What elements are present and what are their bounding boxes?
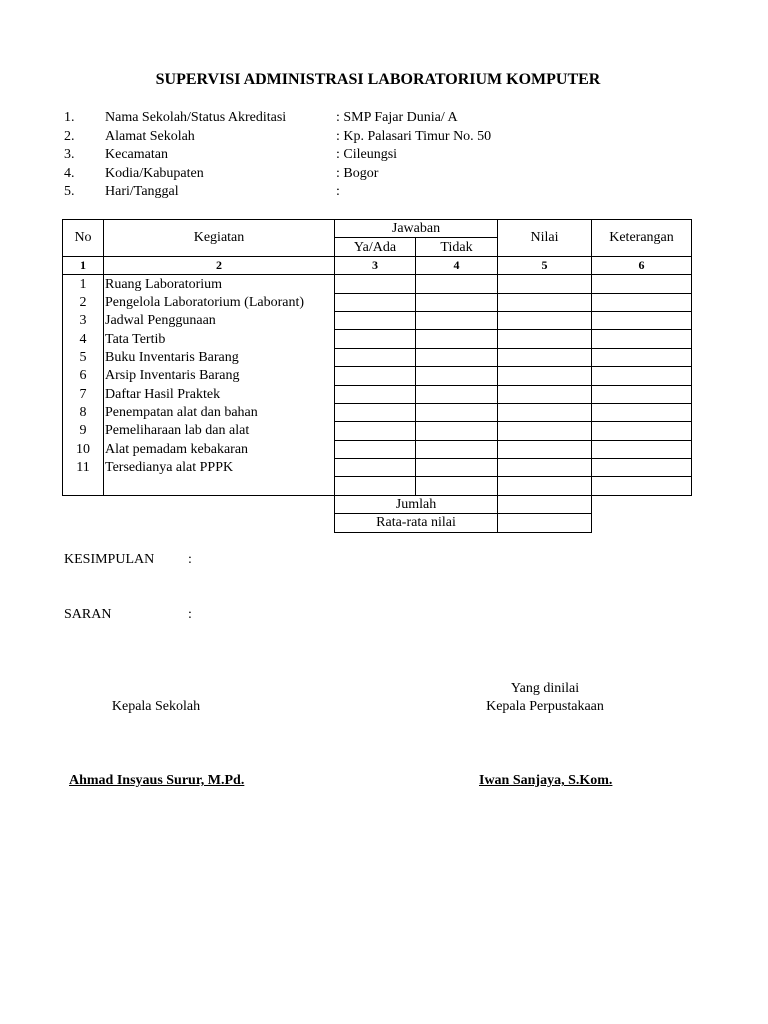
row-number: 1 (63, 275, 104, 293)
row-number: 3 (63, 311, 104, 329)
table-row (63, 422, 692, 440)
rata-rata-value-cell[interactable] (498, 514, 592, 532)
column-index-row (63, 256, 692, 274)
rata-rata-label: Rata-rata nilai (335, 514, 498, 532)
activity-label: Arsip Inventaris Barang (104, 367, 335, 385)
keterangan-cell[interactable] (592, 477, 692, 495)
header-keterangan: Keterangan (592, 220, 692, 257)
row-number: 10 (63, 440, 104, 458)
row-number: 2 (63, 293, 104, 311)
row-number: 5 (63, 348, 104, 366)
info-number: 2. (64, 128, 75, 144)
info-value: : (336, 184, 340, 199)
keterangan-cell[interactable] (592, 440, 692, 458)
nilai-cell[interactable] (498, 330, 592, 348)
tidak-cell[interactable] (416, 403, 498, 421)
blank-cell (592, 495, 692, 513)
header-ya-ada: Ya/Ada (335, 238, 416, 256)
keterangan-cell[interactable] (592, 348, 692, 366)
table-row (63, 367, 692, 385)
info-value: : SMP Fajar Dunia/ A (336, 110, 458, 125)
row-number: 4 (63, 330, 104, 348)
tidak-cell[interactable] (416, 477, 498, 495)
ya-cell[interactable] (335, 311, 416, 329)
keterangan-cell[interactable] (592, 275, 692, 293)
table-row (63, 403, 692, 421)
nilai-cell[interactable] (498, 403, 592, 421)
row-number: 9 (63, 422, 104, 440)
tidak-cell[interactable] (416, 385, 498, 403)
ya-cell[interactable] (335, 330, 416, 348)
nilai-cell[interactable] (498, 422, 592, 440)
info-number: 3. (64, 147, 75, 162)
supervision-table (62, 219, 692, 533)
keterangan-cell[interactable] (592, 459, 692, 477)
nilai-cell[interactable] (498, 348, 592, 366)
blank-cell (63, 514, 104, 532)
activity-label: Penempatan alat dan bahan (104, 403, 335, 421)
nilai-cell[interactable] (498, 385, 592, 403)
nilai-cell[interactable] (498, 311, 592, 329)
info-row-district (64, 146, 664, 165)
blank-cell (592, 514, 692, 532)
blank-cell (63, 495, 104, 513)
activity-label: Ruang Laboratorium (104, 275, 335, 293)
info-value: : Bogor (336, 165, 379, 181)
school-info-list (64, 109, 664, 202)
jumlah-label: Jumlah (335, 495, 498, 513)
activity-label: Buku Inventaris Barang (104, 348, 335, 366)
tidak-cell[interactable] (416, 348, 498, 366)
tidak-cell[interactable] (416, 422, 498, 440)
row-number (63, 477, 104, 495)
tidak-cell[interactable] (416, 293, 498, 311)
table-row (63, 459, 692, 477)
activity-label: Alat pemadam kebakaran (104, 440, 335, 458)
right-signature-title: Kepala Perpustakaan (486, 699, 604, 714)
table-row (63, 385, 692, 403)
blank-cell (104, 514, 335, 532)
row-number: 7 (63, 385, 104, 403)
tidak-cell[interactable] (416, 275, 498, 293)
ya-cell[interactable] (335, 459, 416, 477)
nilai-cell[interactable] (498, 440, 592, 458)
activity-label: Tersedianya alat PPPK (104, 459, 335, 477)
info-row-date (64, 183, 664, 202)
info-value: : Kp. Palasari Timur No. 50 (336, 128, 492, 144)
page-title: SUPERVISI ADMINISTRASI LABORATORIUM KOMPUTER (155, 71, 601, 88)
table-row (63, 275, 692, 293)
table-row (63, 348, 692, 366)
ya-cell[interactable] (335, 403, 416, 421)
header-nilai: Nilai (498, 220, 592, 257)
row-number: 6 (63, 367, 104, 385)
activity-label: Jadwal Penggunaan (104, 311, 335, 329)
jumlah-value-cell[interactable] (498, 495, 592, 513)
ya-cell[interactable] (335, 293, 416, 311)
info-row-address (64, 128, 664, 147)
blank-cell (104, 495, 335, 513)
keterangan-cell[interactable] (592, 293, 692, 311)
info-number: 4. (64, 165, 75, 181)
info-row-regency (64, 165, 664, 184)
kesimpulan-colon: : (188, 552, 192, 567)
kesimpulan-section (64, 552, 192, 568)
keterangan-cell[interactable] (592, 367, 692, 385)
table-row (63, 477, 692, 495)
ya-cell[interactable] (335, 477, 416, 495)
info-label: Hari/Tanggal (105, 184, 179, 199)
row-number: 11 (63, 459, 104, 477)
keterangan-cell[interactable] (592, 403, 692, 421)
activity-label: Tata Tertib (104, 330, 335, 348)
info-value: : Cileungsi (336, 147, 398, 162)
header-kegiatan: Kegiatan (104, 220, 335, 257)
table-row (63, 330, 692, 348)
row-number: 8 (63, 403, 104, 421)
keterangan-cell[interactable] (592, 385, 692, 403)
right-signature-pre: Yang dinilai (510, 681, 580, 696)
saran-label: SARAN (64, 607, 112, 622)
column-index: 3 (335, 256, 416, 274)
ya-cell[interactable] (335, 275, 416, 293)
saran-section (64, 607, 192, 623)
right-signature-name: Iwan Sanjaya, S.Kom. (479, 773, 613, 788)
info-number: 5. (64, 184, 75, 199)
column-index: 1 (63, 256, 104, 274)
jumlah-row (63, 495, 692, 513)
nilai-cell[interactable] (498, 293, 592, 311)
kesimpulan-label: KESIMPULAN (64, 552, 155, 567)
table-row (63, 293, 692, 311)
info-label: Kodia/Kabupaten (105, 165, 204, 181)
ya-cell[interactable] (335, 422, 416, 440)
ya-cell[interactable] (335, 348, 416, 366)
activity-label: Pemeliharaan lab dan alat (104, 422, 335, 440)
tidak-cell[interactable] (416, 367, 498, 385)
info-label: Nama Sekolah/Status Akreditasi (105, 110, 287, 125)
activity-label: Daftar Hasil Praktek (104, 385, 335, 403)
nilai-cell[interactable] (498, 275, 592, 293)
column-index: 6 (592, 256, 692, 274)
header-tidak: Tidak (416, 238, 498, 256)
ya-cell[interactable] (335, 385, 416, 403)
nilai-cell[interactable] (498, 459, 592, 477)
info-row-school-name (64, 109, 664, 128)
nilai-cell[interactable] (498, 367, 592, 385)
saran-colon: : (188, 607, 192, 622)
tidak-cell[interactable] (416, 459, 498, 477)
info-number: 1. (64, 110, 75, 125)
table-row (63, 440, 692, 458)
tidak-cell[interactable] (416, 311, 498, 329)
keterangan-cell[interactable] (592, 422, 692, 440)
activity-label: Pengelola Laboratorium (Laborant) (104, 293, 335, 311)
column-index: 2 (104, 256, 335, 274)
ya-cell[interactable] (335, 367, 416, 385)
header-jawaban: Jawaban (335, 220, 498, 238)
tidak-cell[interactable] (416, 330, 498, 348)
left-signature-name: Ahmad Insyaus Surur, M.Pd. (69, 773, 245, 788)
rata-rata-row (63, 514, 692, 532)
activity-label (104, 477, 335, 495)
left-signature-title: Kepala Sekolah (111, 699, 201, 714)
info-label: Alamat Sekolah (105, 128, 195, 144)
tidak-cell[interactable] (416, 440, 498, 458)
column-index: 4 (416, 256, 498, 274)
keterangan-cell[interactable] (592, 311, 692, 329)
table-row (63, 311, 692, 329)
keterangan-cell[interactable] (592, 330, 692, 348)
info-label: Kecamatan (105, 147, 168, 162)
nilai-cell[interactable] (498, 477, 592, 495)
header-no: No (63, 220, 104, 257)
column-index: 5 (498, 256, 592, 274)
ya-cell[interactable] (335, 440, 416, 458)
